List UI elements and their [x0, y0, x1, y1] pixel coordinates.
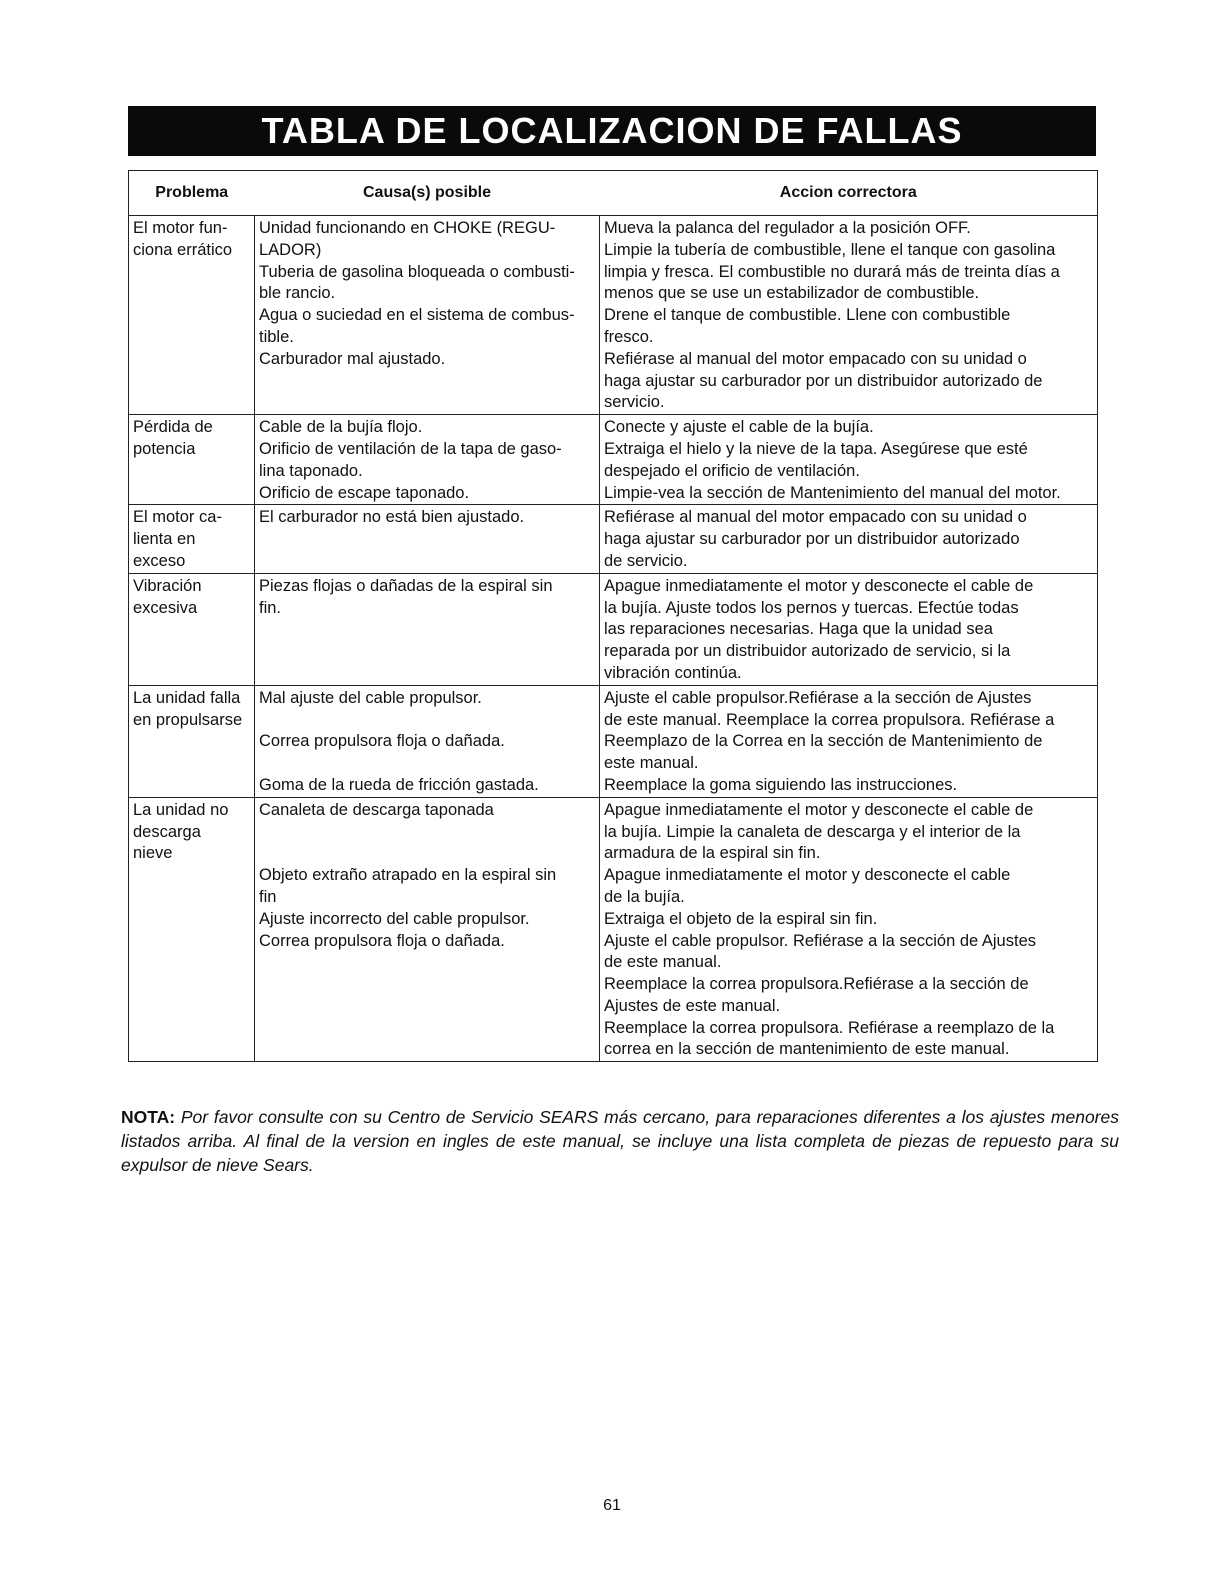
cell-line: correa en la sección de mantenimiento de este manual.: [604, 1040, 1010, 1059]
troubleshooting-table: [128, 170, 1098, 1062]
table-row: [129, 415, 1098, 505]
cell-line: Objeto extraño atrapado en la espiral sin: [259, 866, 557, 885]
cell-line: [259, 822, 595, 844]
cell-line: Reemplace la correa propulsora. Refiérase a reemplazo de la: [604, 1018, 1055, 1037]
cell-line: Extraiga el objeto de la espiral sin fin.: [604, 909, 878, 928]
cell-line: haga ajustar su carburador por un distribuidor autorizado: [604, 530, 1020, 549]
header-actions: Accion correctora: [600, 171, 1098, 216]
causes-cell: [255, 797, 600, 1062]
problem-cell: [129, 415, 255, 505]
cell-line: Apague inmediatamente el motor y desconecte el cable de: [604, 576, 1034, 595]
cell-line: La unidad no: [133, 800, 229, 819]
problem-cell: [129, 216, 255, 415]
cell-line: descarga: [133, 822, 201, 841]
cell-line: Reemplazo de la Correa en la sección de Mantenimiento de: [604, 732, 1043, 751]
cell-line: Conecte y ajuste el cable de la bujía.: [604, 418, 874, 437]
cell-line: Reemplace la correa propulsora.Refiérase a la sección de: [604, 975, 1029, 994]
cell-line: Unidad funcionando en CHOKE (REGU-: [259, 219, 556, 237]
actions-cell: [600, 797, 1098, 1062]
cell-line: Refiérase al manual del motor empacado con su unidad o: [604, 349, 1027, 368]
cell-line: Mueva la palanca del regulador a la posición OFF.: [604, 219, 971, 237]
cell-line: lina taponado.: [259, 461, 363, 480]
actions-cell: [600, 216, 1098, 415]
causes-cell: [255, 415, 600, 505]
cell-line: menos que se use un estabilizador de combustible.: [604, 284, 980, 303]
cell-line: Limpie la tubería de combustible, llene el tanque con gasolina: [604, 240, 1056, 259]
table-row: [129, 216, 1098, 415]
problem-cell: [129, 685, 255, 797]
cell-line: Apague inmediatamente el motor y desconecte el cable de: [604, 800, 1034, 819]
cell-line: reparada por un distribuidor autorizado de servicio, si la: [604, 642, 1011, 661]
actions-cell: [600, 505, 1098, 573]
cell-line: ble rancio.: [259, 284, 336, 303]
cell-line: [259, 843, 595, 865]
cell-line: Ajuste el cable propulsor. Refiérase a la sección de Ajustes: [604, 931, 1036, 950]
cell-line: Orificio de escape taponado.: [259, 483, 470, 502]
table-header-row: [129, 171, 1098, 216]
cell-line: El carburador no está bien ajustado.: [259, 508, 525, 527]
cell-line: excesiva: [133, 598, 198, 617]
cell-line: Ajustes de este manual.: [604, 996, 781, 1015]
cell-line: en propulsarse: [133, 710, 243, 729]
cell-line: limpia y fresca. El combustible no durará más de treinta días a: [604, 262, 1060, 281]
cell-line: la bujía. Limpie la canaleta de descarga y el interior de la: [604, 822, 1021, 841]
cell-line: Reemplace la goma siguiendo las instrucciones.: [604, 775, 958, 794]
table-body: [129, 216, 1098, 1062]
note-label: NOTA:: [121, 1107, 176, 1127]
cell-line: Agua o suciedad en el sistema de combus-: [259, 306, 575, 325]
cell-line: ciona errático: [133, 240, 233, 259]
cell-line: Extraiga el hielo y la nieve de la tapa. Asegúrese que esté: [604, 439, 1028, 458]
cell-line: Correa propulsora floja o dañada.: [259, 931, 505, 950]
cell-line: Drene el tanque de combustible. Llene con combustible: [604, 306, 1011, 325]
problem-cell: [129, 573, 255, 685]
header-problem: Problema: [129, 171, 255, 216]
cell-line: fresco.: [604, 327, 654, 346]
problem-cell: [129, 797, 255, 1062]
actions-cell: [600, 415, 1098, 505]
cell-line: las reparaciones necesarias. Haga que la unidad sea: [604, 620, 993, 639]
cell-line: Piezas flojas o dañadas de la espiral sin: [259, 576, 553, 595]
cell-line: El motor ca-: [133, 508, 222, 527]
cell-line: nieve: [133, 844, 173, 863]
causes-cell: [255, 685, 600, 797]
note-text: Por favor consulte con su Centro de Servicio SEARS más cercano, para reparaciones diferentes a los ajustes menores listados arriba. Al final de la version en ingles de este manual, se incluye una lista completa de piezas de repuesto para su expulsor de nieve Sears.: [121, 1107, 1119, 1175]
cell-line: exceso: [133, 551, 186, 570]
note-paragraph: [121, 1105, 1119, 1177]
cell-line: LADOR): [259, 240, 322, 259]
cell-line: de este manual. Reemplace la correa propulsora. Refiérase a: [604, 710, 1055, 729]
cell-line: despejado el orificio de ventilación.: [604, 461, 860, 480]
cell-line: Orificio de ventilación de la tapa de gaso-: [259, 439, 562, 458]
cell-line: Mal ajuste del cable propulsor.: [259, 688, 482, 707]
cell-line: la bujía. Ajuste todos los pernos y tuercas. Efectúe todas: [604, 598, 1019, 617]
cell-line: armadura de la espiral sin fin.: [604, 844, 821, 863]
table-row: [129, 685, 1098, 797]
actions-cell: [600, 573, 1098, 685]
header-causes: Causa(s) posible: [255, 171, 600, 216]
cell-line: [259, 710, 595, 732]
cell-line: de la bujía.: [604, 887, 685, 906]
cell-line: Carburador mal ajustado.: [259, 349, 446, 368]
causes-cell: [255, 216, 600, 415]
cell-line: tible.: [259, 327, 294, 346]
page-title: TABLA DE LOCALIZACION DE FALLAS: [128, 106, 1096, 156]
cell-line: de servicio.: [604, 551, 688, 570]
cell-line: El motor fun-: [133, 219, 228, 237]
cell-line: La unidad falla: [133, 688, 241, 707]
cell-line: Tuberia de gasolina bloqueada o combusti-: [259, 262, 575, 281]
causes-cell: [255, 573, 600, 685]
cell-line: fin: [259, 887, 277, 906]
cell-line: Vibración: [133, 576, 202, 595]
cell-line: [259, 753, 595, 775]
table-row: [129, 505, 1098, 573]
cell-line: potencia: [133, 439, 196, 458]
cell-line: Correa propulsora floja o dañada.: [259, 732, 505, 751]
cell-line: Ajuste incorrecto del cable propulsor.: [259, 909, 530, 928]
cell-line: Refiérase al manual del motor empacado con su unidad o: [604, 508, 1027, 527]
troubleshooting-table-container: [128, 170, 1097, 1062]
cell-line: Limpie-vea la sección de Mantenimiento del manual del motor.: [604, 483, 1061, 502]
problem-cell: [129, 505, 255, 573]
causes-cell: [255, 505, 600, 573]
cell-line: Pérdida de: [133, 418, 213, 437]
cell-line: Cable de la bujía flojo.: [259, 418, 423, 437]
table-row: [129, 573, 1098, 685]
cell-line: fin.: [259, 598, 282, 617]
page-number: 61: [603, 1497, 621, 1514]
cell-line: Goma de la rueda de fricción gastada.: [259, 775, 539, 794]
cell-line: lienta en: [133, 530, 196, 549]
cell-line: Apague inmediatamente el motor y desconecte el cable: [604, 866, 1011, 885]
actions-cell: [600, 685, 1098, 797]
cell-line: servicio.: [604, 393, 665, 412]
cell-line: Ajuste el cable propulsor.Refiérase a la sección de Ajustes: [604, 688, 1032, 707]
table-row: [129, 797, 1098, 1062]
cell-line: este manual.: [604, 754, 699, 773]
cell-line: Canaleta de descarga taponada: [259, 800, 494, 819]
cell-line: de este manual.: [604, 953, 722, 972]
cell-line: haga ajustar su carburador por un distribuidor autorizado de: [604, 371, 1043, 390]
cell-line: vibración continúa.: [604, 663, 742, 682]
